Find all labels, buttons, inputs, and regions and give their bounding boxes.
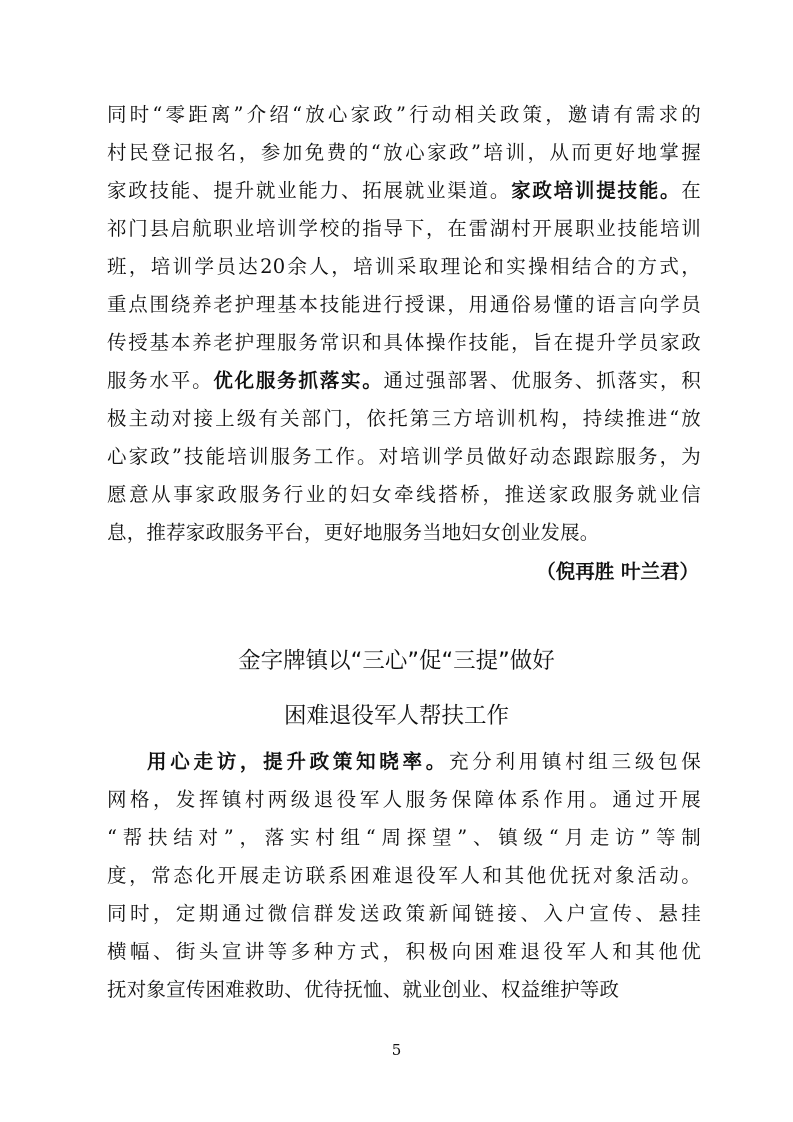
text-line: [107, 210, 701, 248]
text-line: [107, 476, 701, 514]
text-line: [107, 134, 701, 172]
article-author: （倪再胜 叶兰君）: [536, 560, 699, 583]
bold-heading-text: 用心走访，提升政策知晓率。: [147, 750, 449, 773]
page-number: 5: [391, 1041, 402, 1059]
bold-heading-text: 优化服务抓落实。: [213, 369, 384, 392]
body-text: 班，培训学员达20余人，培训采取理论和实操相结合的方式，: [107, 255, 701, 278]
text-line: [107, 400, 701, 438]
text-line: [107, 971, 701, 1009]
text-line: [107, 781, 701, 819]
body-text: 横幅、街头宣讲等多种方式，积极向困难退役军人和其他优: [107, 940, 701, 963]
body-text: 息，推荐家政服务平台，更好地服务当地妇女创业发展。: [107, 521, 600, 544]
body-text: 度，常态化开展走访联系困难退役军人和其他优抚对象活动。: [107, 864, 701, 887]
body-text: 愿意从事家政服务行业的妇女牵线搭桥，推送家政服务就业信: [107, 483, 701, 506]
body-text: 充分利用镇村组三级包保: [449, 750, 701, 773]
text-line: [107, 286, 701, 324]
body-text: 抚对象宣传困难救助、优待抚恤、就业创业、权益维护等政: [107, 978, 620, 1001]
text-line: [107, 743, 701, 781]
body-text: 极主动对接上级有关部门，依托第三方培训机构，持续推进“放: [107, 407, 701, 430]
text-line: [107, 172, 701, 210]
body-text: 家政技能、提升就业能力、拓展就业渠道。: [107, 179, 512, 202]
text-line: [107, 96, 701, 134]
text-line: [107, 362, 701, 400]
text-line: [107, 248, 701, 286]
body-text: 传授基本养老护理服务常识和具体操作技能，旨在提升学员家政: [107, 331, 701, 354]
body-text: 服务水平。: [107, 369, 214, 392]
body-text: 村民登记报名，参加免费的“放心家政”培训，从而更好地掌握: [107, 141, 701, 164]
text-line: [107, 514, 701, 552]
text-line: [107, 895, 701, 933]
text-line: [107, 857, 701, 895]
article-title-line-2: 困难退役军人帮扶工作: [283, 703, 509, 729]
bold-heading-text: 家政培训提技能。: [511, 179, 682, 202]
text-line: [107, 324, 701, 362]
body-text: 通过强部署、优服务、抓落实，积: [383, 369, 701, 392]
body-text: 同时“零距离”介绍“放心家政”行动相关政策，邀请有需求的: [107, 103, 701, 126]
body-text: 网格，发挥镇村两级退役军人服务保障体系作用。通过开展: [107, 788, 701, 811]
body-text: 在: [681, 179, 701, 202]
body-text: “帮扶结对”，落实村组“周探望”、镇级“月走访”等制: [107, 826, 701, 849]
text-line: [107, 438, 701, 476]
body-text: 祁门县启航职业培训学校的指导下，在雷湖村开展职业技能培训: [107, 217, 701, 240]
text-line: [107, 819, 701, 857]
article-title-line-1: 金字牌镇以“三心”促“三提”做好: [238, 648, 555, 674]
article-body: [107, 743, 701, 1009]
body-text: 重点围绕养老护理基本技能进行授课，用通俗易懂的语言向学员: [107, 293, 701, 316]
article-continuation-body: [107, 96, 701, 552]
body-text: 同时，定期通过微信群发送政策新闻链接、入户宣传、悬挂: [107, 902, 701, 925]
text-line: [107, 933, 701, 971]
body-text: 心家政”技能培训服务工作。对培训学员做好动态跟踪服务，为: [107, 445, 701, 468]
